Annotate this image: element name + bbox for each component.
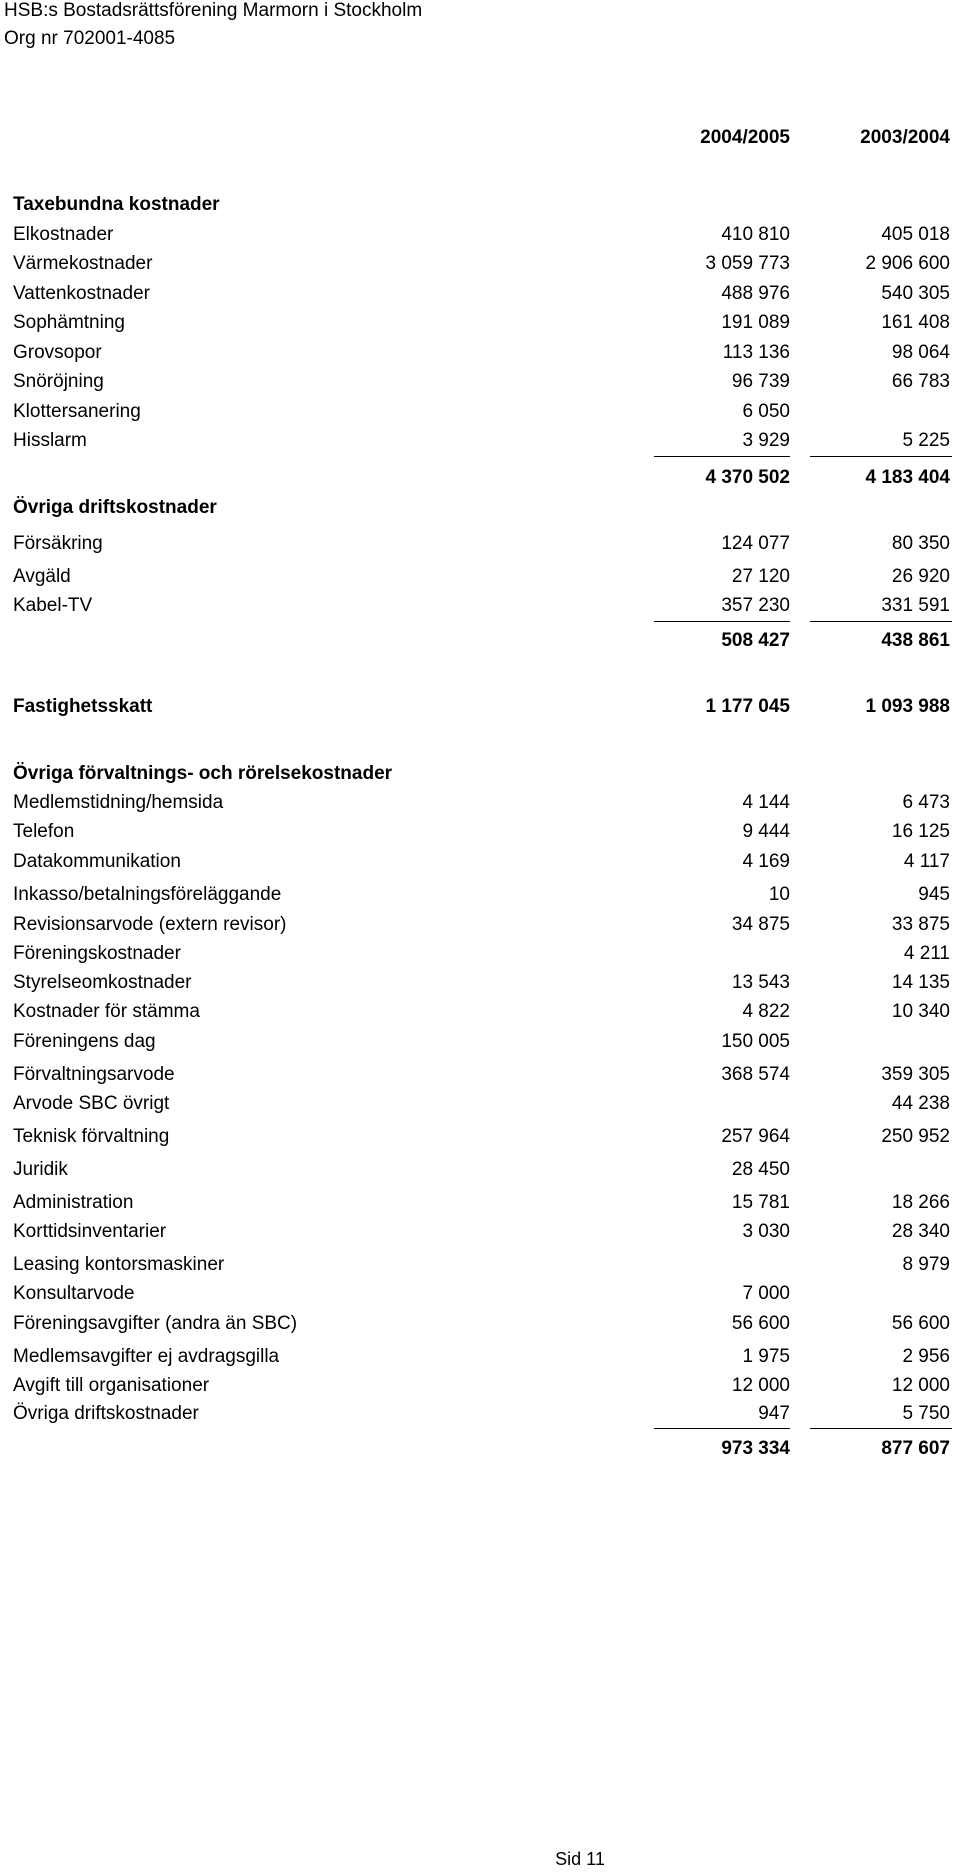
row-value-2003-2004: 4 117 [903,851,950,872]
row-value-2004-2005: 4 169 [742,851,790,872]
subtotal-rule [654,1428,790,1429]
row-value-2004-2005: 7 000 [742,1283,790,1304]
row-value-2003-2004: 56 600 [891,1313,950,1334]
row-label: Juridik [13,1159,68,1180]
table-row [0,222,960,248]
subtotal-2003-2004: 877 607 [881,1438,950,1459]
subtotal-rule [810,456,952,457]
row-label: Kostnader för stämma [13,1001,200,1022]
subtotal-2003-2004: 438 861 [881,630,950,651]
row-label: Avgift till organisationer [13,1375,210,1396]
row-value-2003-2004: 331 591 [881,595,950,616]
table-row [0,531,960,557]
page-number: Sid 11 [555,1849,605,1869]
row-label: Fastighetsskatt [13,696,153,717]
row-value-2004-2005: 368 574 [721,1064,790,1085]
table-row [0,1190,960,1216]
subtotal-rule [810,621,952,622]
section-title-taxebundna: Taxebundna kostnader [13,194,220,215]
subtotal-2003-2004: 4 183 404 [865,467,950,488]
row-value-2004-2005: 12 000 [731,1375,790,1396]
row-label: Teknisk förvaltning [13,1126,170,1147]
row-value-2003-2004: 359 305 [881,1064,950,1085]
row-value-2004-2005: 96 739 [731,371,790,392]
table-row [0,849,960,875]
subtotal-row-ovriga-drift [0,628,960,654]
table-row [0,340,960,366]
row-value-2004-2005: 9 444 [742,821,790,842]
row-value-2004-2005: 4 144 [742,792,790,813]
table-row [0,912,960,938]
table-row [0,970,960,996]
subtotal-rule [654,456,790,457]
row-label: Försäkring [13,533,103,554]
row-value-2003-2004: 2 956 [902,1346,950,1367]
table-row [0,1157,960,1183]
table-row [0,1311,960,1337]
row-label: Inkasso/betalningsföreläggande [13,884,282,905]
row-value-2003-2004: 161 408 [881,312,950,333]
row-value-2004-2005: 56 600 [731,1313,790,1334]
organization-name: HSB:s Bostadsrättsförening Marmorn i Stockholm [4,0,423,21]
row-value-2004-2005: 34 875 [731,914,790,935]
table-row [0,281,960,307]
row-label: Styrelseomkostnader [13,972,192,993]
row-value-2003-2004: 6 473 [902,792,950,813]
row-value-2004-2005: 15 781 [731,1192,790,1213]
organization-number: Org nr 702001-4085 [4,28,176,49]
row-label: Klottersanering [13,401,141,422]
table-row [0,428,960,454]
row-value-2003-2004: 1 093 988 [865,696,950,717]
row-value-2004-2005: 28 450 [731,1159,790,1180]
row-value-2004-2005: 6 050 [742,401,790,422]
row-label: Leasing kontorsmaskiner [13,1254,225,1275]
table-row [0,1124,960,1150]
row-label: Föreningens dag [13,1031,156,1052]
subtotal-2004-2005: 973 334 [721,1438,790,1459]
row-value-2003-2004: 4 211 [903,943,950,964]
row-value-2003-2004: 2 906 600 [865,253,950,274]
row-value-2004-2005: 488 976 [721,283,790,304]
row-value-2003-2004: 8 979 [902,1254,950,1275]
row-value-2004-2005: 113 136 [722,342,790,363]
row-label: Hisslarm [13,430,87,451]
row-value-2004-2005: 1 177 045 [705,696,790,717]
row-value-2003-2004: 26 920 [891,566,950,587]
row-value-2004-2005: 124 077 [721,533,790,554]
row-value-2003-2004: 10 340 [891,1001,950,1022]
row-value-2003-2004: 14 135 [891,972,950,993]
row-value-2003-2004: 80 350 [891,533,950,554]
table-row [0,1373,960,1399]
table-row [0,1344,960,1370]
row-label: Grovsopor [13,342,102,363]
table-row [0,1401,960,1427]
table-row [0,790,960,816]
row-value-2004-2005: 357 230 [721,595,790,616]
row-value-2003-2004: 33 875 [891,914,950,935]
row-value-2003-2004: 250 952 [881,1126,950,1147]
row-value-2003-2004: 5 225 [902,430,950,451]
row-value-2003-2004: 16 125 [891,821,950,842]
row-value-2004-2005: 410 810 [721,224,790,245]
subtotal-rule [654,621,790,622]
row-value-2004-2005: 27 120 [731,566,790,587]
row-value-2004-2005: 3 030 [742,1221,790,1242]
row-value-2003-2004: 18 266 [891,1192,950,1213]
subtotal-row-forvaltning [0,1436,960,1462]
table-row [0,1281,960,1307]
subtotal-rule [810,1428,952,1429]
section-title-ovriga-drift: Övriga driftskostnader [13,497,217,518]
row-value-2003-2004: 98 064 [891,342,950,363]
row-label: Vattenkostnader [13,283,150,304]
section-title-forvaltning: Övriga förvaltnings- och rörelsekostnader [13,763,393,784]
row-label: Administration [13,1192,134,1213]
table-row [0,941,960,967]
row-value-2003-2004: 540 305 [881,283,950,304]
table-row [0,1091,960,1117]
row-value-2004-2005: 947 [758,1403,790,1424]
row-label: Datakommunikation [13,851,181,872]
table-row [0,310,960,336]
row-value-2004-2005: 257 964 [721,1126,790,1147]
table-row [0,564,960,590]
row-label: Korttidsinventarier [13,1221,167,1242]
table-row [0,399,960,425]
table-row [0,1029,960,1055]
row-value-2004-2005: 10 [768,884,790,905]
row-label: Avgäld [13,566,71,587]
row-label: Medlemsavgifter ej avdragsgilla [13,1346,280,1367]
row-label: Kabel-TV [13,595,93,616]
subtotal-row-taxebundna [0,465,960,491]
column-headers [0,125,960,151]
table-row [0,1252,960,1278]
row-label: Förvaltningsarvode [13,1064,175,1085]
table-row [0,369,960,395]
row-value-2003-2004: 5 750 [902,1403,950,1424]
row-value-2004-2005: 4 822 [742,1001,790,1022]
row-label: Konsultarvode [13,1283,135,1304]
subtotal-2004-2005: 4 370 502 [705,467,790,488]
table-row [0,251,960,277]
row-label: Arvode SBC övrigt [13,1093,170,1114]
row-value-2004-2005: 3 929 [742,430,790,451]
row-label: Elkostnader [13,224,114,245]
table-row [0,593,960,619]
row-value-2003-2004: 44 238 [891,1093,950,1114]
row-label: Revisionsarvode (extern revisor) [13,914,287,935]
row-label: Medlemstidning/hemsida [13,792,224,813]
row-value-2004-2005: 13 543 [731,972,790,993]
row-value-2004-2005: 150 005 [721,1031,790,1052]
table-row [0,819,960,845]
row-label: Snöröjning [13,371,104,392]
fastighetsskatt-row [0,694,960,720]
column-header-2004-2005: 2004/2005 [700,127,790,148]
row-value-2003-2004: 28 340 [891,1221,950,1242]
row-label: Övriga driftskostnader [13,1403,199,1424]
row-label: Telefon [13,821,75,842]
row-value-2004-2005: 3 059 773 [705,253,790,274]
column-header-2003-2004: 2003/2004 [860,127,950,148]
row-value-2003-2004: 945 [918,884,950,905]
row-value-2003-2004: 405 018 [881,224,950,245]
table-row [0,882,960,908]
table-row [0,1219,960,1245]
row-label: Sophämtning [13,312,125,333]
table-row [0,999,960,1025]
row-value-2004-2005: 191 089 [721,312,790,333]
subtotal-2004-2005: 508 427 [721,630,790,651]
row-value-2004-2005: 1 975 [742,1346,790,1367]
row-label: Föreningskostnader [13,943,181,964]
row-value-2003-2004: 12 000 [891,1375,950,1396]
table-row [0,1062,960,1088]
row-label: Föreningsavgifter (andra än SBC) [13,1313,298,1334]
row-label: Värmekostnader [13,253,153,274]
row-value-2003-2004: 66 783 [891,371,950,392]
